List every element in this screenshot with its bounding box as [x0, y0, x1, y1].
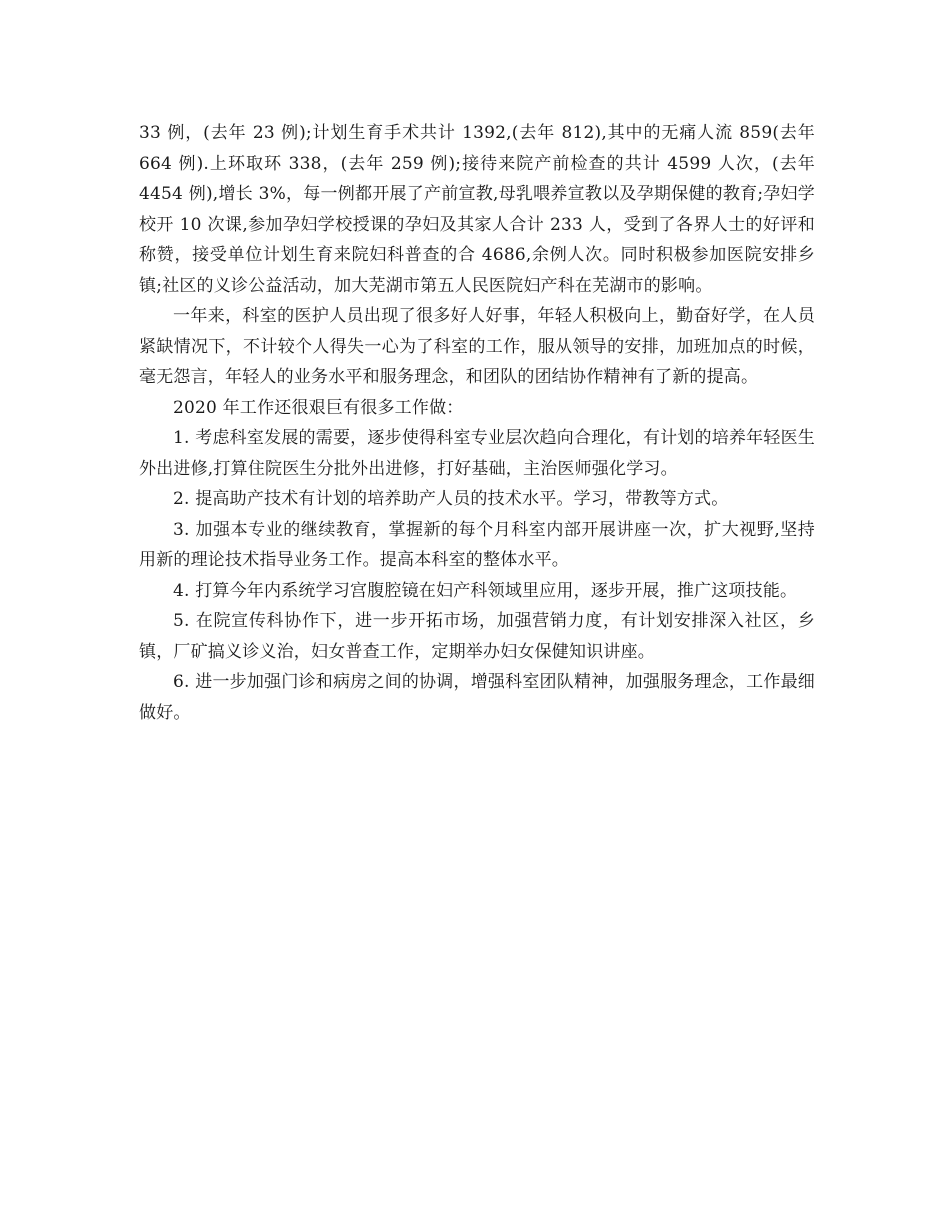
list-item-plan-4: 4. 打算今年内系统学习宫腹腔镜在妇产科领域里应用，逐步开展，推广这项技能。	[173, 580, 798, 601]
paragraph-statistics-continuation: 33 例，(去年 23 例);计划生育手术共计 1392,(去年 812),其中的无痛人流 859(去年 664 例).上环取环 338，(去年 259 例);接待来院产前检查的共计 4599 人次，(去年 4454 例),增长 3%，每一例都开展了产前宣教,母乳喂养宣教以及孕期保健的教育;孕妇学校开 10 次课,参加孕妇学校授课的孕妇及其家人合计 233 人，受到了各界人士的好评和称赞，接受单位计划生育来院妇科普查的合 4686,余例人次。同时积极参加医院安排乡镇;社区的义诊公益活动，加大芜湖市第五人民医院妇产科在芜湖市的影响。	[139, 123, 815, 296]
list-item-plan-6: 6. 进一步加强门诊和病房之间的协调，增强科室团队精神，加强服务理念，工作最细做好。	[139, 672, 815, 723]
list-item-plan-1: 1. 考虑科室发展的需要，逐步使得科室专业层次趋向合理化，有计划的培养年轻医生外出进修,打算住院医生分批外出进修，打好基础，主治医师强化学习。	[139, 428, 815, 479]
list-item-plan-2: 2. 提高助产技术有计划的培养助产人员的技术水平。学习，带教等方式。	[173, 489, 729, 509]
list-item-plan-5: 5. 在院宣传科协作下，进一步开拓市场，加强营销力度，有计划安排深入社区，乡镇，厂矿搞义诊义治，妇女普查工作，定期举办妇女保健知识讲座。	[139, 611, 815, 662]
list-item-plan-3: 3. 加强本专业的继续教育，掌握新的每个月科室内部开展讲座一次，扩大视野,坚持用新的理论技术指导业务工作。提高本科室的整体水平。	[139, 519, 815, 570]
paragraph-year-review: 一年来，科室的医护人员出现了很多好人好事，年轻人积极向上，勤奋好学，在人员紧缺情况下，不计较个人得失一心为了科室的工作，服从领导的安排，加班加点的时候，毫无怨言，年轻人的业务水平和服务理念，和团队的团结协作精神有了新的提高。	[139, 306, 815, 387]
document-page	[139, 118, 815, 728]
paragraph-plan-intro: 2020 年工作还很艰巨有很多工作做：	[173, 397, 464, 418]
